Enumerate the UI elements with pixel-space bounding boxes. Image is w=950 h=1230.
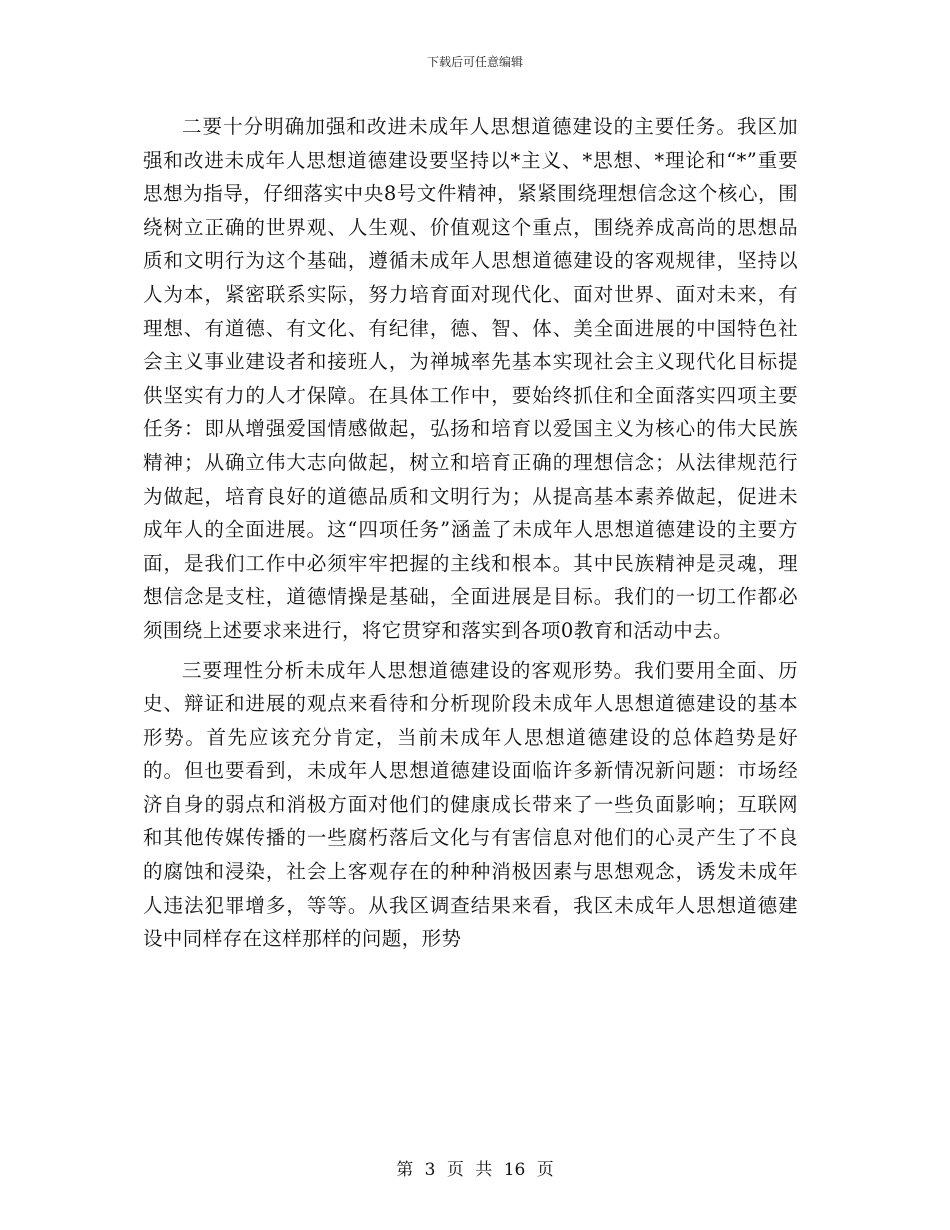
page-number: 第 3 页 共 16 页 [396, 1160, 554, 1180]
paragraph: 三要理性分析未成年人思想道德建设的客观形势。我们要用全面、历史、辩证和进展的观点来看待和分析现阶段未成年人思想道德建设的基本形势。首先应该充分肯定，当前未成年人思想道德建设的总体趋势是好的。但也要看到，未成年人思想道德建设面临许多新情况新问题：市场经济自身的弱点和消极方面对他们的健康成长带来了一些负面影响；互联网和其他传媒传播的一些腐朽落后文化与有害信息对他们的心灵产生了不良的腐蚀和浸染，社会上客观存在的种种消极因素与思想观念，诱发未成年人违法犯罪增多，等等。从我区调查结果来看，我区未成年人思想道德建设中同样存在这样那样的问题，形势 [143, 658, 798, 951]
paragraph: 二要十分明确加强和改进未成年人思想道德建设的主要任务。我区加强和改进未成年人思想道德建设要坚持以*主义、*思想、*理论和“*”重要思想为指导，仔细落实中央8号文件精神，紧紧围绕理想信念这个核心，围绕树立正确的世界观、人生观、价值观这个重点，围绕养成高尚的思想品质和文明行为这个基础，遵循未成年人思想道德建设的客观规律，坚持以人为本，紧密联系实际，努力培育面对现代化、面对世界、面对未来，有理想、有道德、有文化、有纪律，德、智、体、美全面进展的中国特色社会主义事业建设者和接班人，为禅城率先基本实现社会主义现代化目标提供坚实有力的人才保障。在具体工作中，要始终抓住和全面落实四项主要任务：即从增强爱国情感做起，弘扬和培育以爱国主义为核心的伟大民族精神；从确立伟大志向做起，树立和培育正确的理想信念；从法律规范行为做起，培育良好的道德品质和文明行为；从提高基本素养做起，促进未成年人的全面进展。这“四项任务”涵盖了未成年人思想道德建设的主要方面，是我们工作中必须牢牢把握的主线和根本。其中民族精神是灵魂，理想信念是支柱，道德情操是基础，全面进展是目标。我们的一切工作都必须围绕上述要求来进行，将它贯穿和落实到各项0教育和活动中去。 [143, 115, 798, 642]
page-header-note: 下载后可任意编辑 [426, 55, 523, 69]
document-body [143, 110, 798, 956]
